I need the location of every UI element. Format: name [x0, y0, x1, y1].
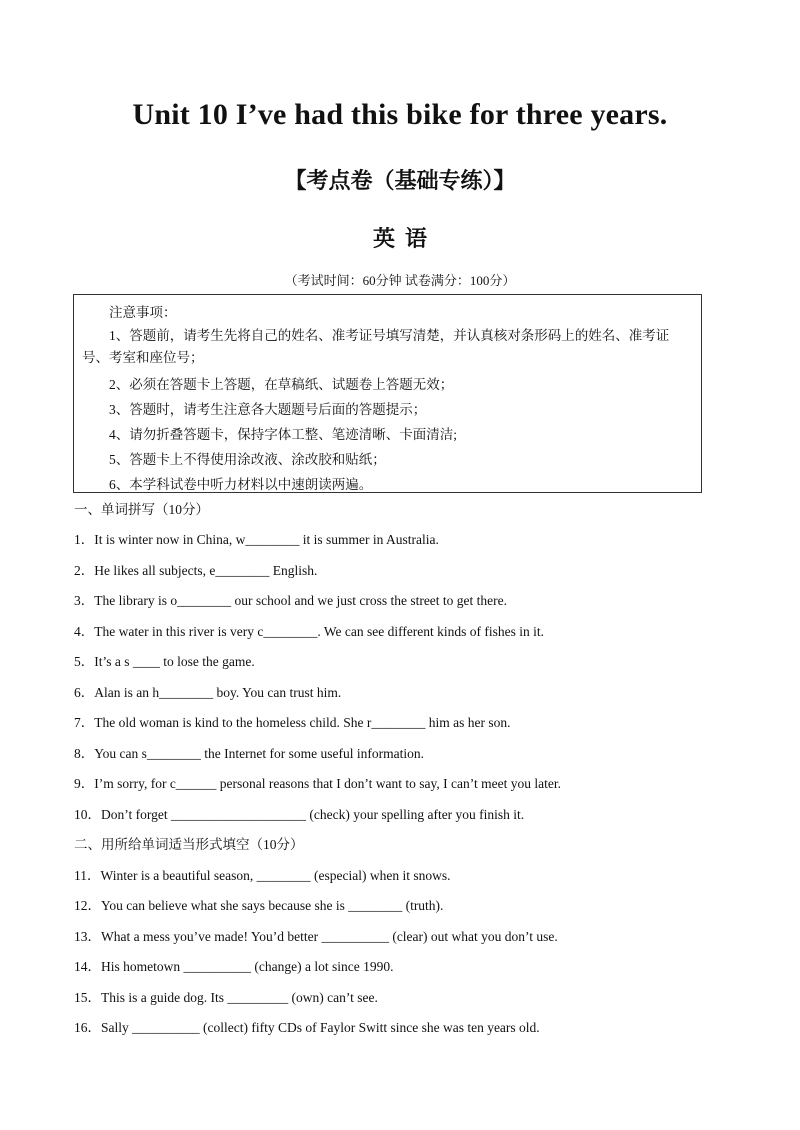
- notice-item: 3、答题时，请考生注意各大题题号后面的答题提示；: [109, 402, 427, 417]
- question-item: 11．Winter is a beautiful season, ________ (especial) when it snows.: [74, 868, 451, 883]
- question-item: 16．Sally __________ (collect) fifty CDs of Faylor Switt since she was ten years old.: [74, 1020, 540, 1035]
- page-subtitle: 【考点卷（基础专练）】: [284, 168, 516, 193]
- question-item: 4．The water in this river is very c________. We can see different kinds of fishes in it.: [74, 624, 545, 639]
- question-item: 5．It’s a s ____ to lose the game.: [74, 654, 255, 669]
- question-item: 14．His hometown __________ (change) a lot since 1990.: [74, 959, 394, 974]
- question-item: 6．Alan is an h________ boy. You can trust him.: [74, 685, 342, 700]
- question-item: 9．I’m sorry, for c______ personal reasons that I don’t want to say, I can’t meet you later.: [74, 776, 561, 791]
- question-item: 10．Don’t forget ____________________ (check) your spelling after you finish it.: [74, 807, 525, 822]
- page-title: Unit 10 I’ve had this bike for three years.: [132, 98, 668, 131]
- question-item: 8．You can s________ the Internet for some useful information.: [74, 746, 424, 761]
- subject-label: 英语: [372, 226, 437, 251]
- exam-info: （考试时间：60分钟 试卷满分：100分）: [284, 273, 516, 288]
- question-item: 15．This is a guide dog. Its _________ (own) can’t see.: [74, 990, 378, 1005]
- question-item: 2．He likes all subjects, e________ English.: [74, 563, 318, 578]
- notice-item: 5、答题卡上不得使用涂改液、涂改胶和贴纸；: [109, 452, 386, 467]
- question-item: 1．It is winter now in China, w________ it is summer in Australia.: [74, 532, 439, 547]
- question-item: 13．What a mess you’ve made! You’d better __________ (clear) out what you don’t use.: [74, 929, 558, 944]
- section-heading: 一、单词拼写（10分）: [74, 502, 209, 517]
- notice-item: 4、请勿折叠答题卡，保持字体工整、笔迹清晰、卡面清洁;: [109, 427, 457, 442]
- notice-item: 1、答题前，请考生先将自己的姓名、准考证号填写清楚，并认真核对条形码上的姓名、准考证号、考室和座位号；: [82, 328, 670, 365]
- question-item: 3．The library is o________ our school and we just cross the street to get there.: [74, 593, 508, 608]
- notice-item: 2、必须在答题卡上答题，在草稿纸、试题卷上答题无效；: [109, 377, 454, 392]
- question-item: 12．You can believe what she says because she is ________ (truth).: [74, 898, 444, 913]
- question-item: 7．The old woman is kind to the homeless child. She r________ him as her son.: [74, 715, 511, 730]
- notice-heading: 注意事项：: [109, 305, 177, 320]
- notice-item: 6、本学科试卷中听力材料以中速朗读两遍。: [109, 477, 373, 492]
- section-heading: 二、用所给单词适当形式填空（10分）: [74, 837, 304, 852]
- notice-box: [73, 294, 702, 493]
